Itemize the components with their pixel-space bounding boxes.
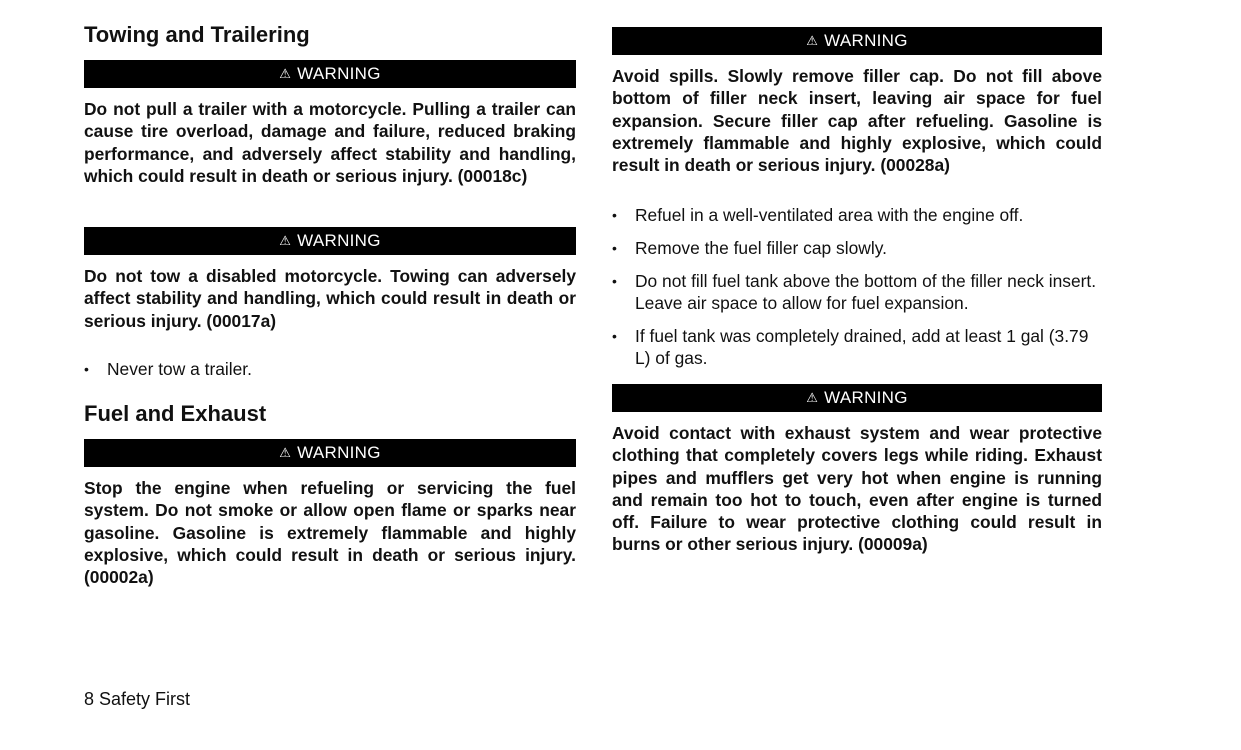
warning-label: WARNING — [824, 388, 908, 407]
list-item: • Do not fill fuel tank above the bottom of the filler neck insert. Leave air space to allow for fuel expansion. — [612, 271, 1097, 313]
section-title-fuel: Fuel and Exhaust — [84, 401, 267, 426]
warning-banner — [612, 384, 1102, 412]
warning-text: Avoid contact with exhaust system and wear protective clothing that completely covers legs while riding. Exhaust pipes and mufflers get very hot when engine is running and remain too hot to touch, even after engine is turned off. Failure to wear protective clothing could result in burns or other serious injury. (00009a) — [612, 423, 1102, 555]
warning-triangle-icon: ⚠ — [806, 390, 819, 405]
warning-text: Stop the engine when refueling or servicing the fuel system. Do not smoke or allow open flame or sparks near gasoline. Gasoline is extremely flammable and highly explosive, which could result in death or serious injury. (00002a) — [84, 478, 576, 588]
warning-label: WARNING — [297, 443, 381, 462]
warning-banner — [84, 439, 576, 467]
list-item: • Never tow a trailer. — [84, 359, 252, 379]
section-title-towing: Towing and Trailering — [84, 22, 310, 47]
warning-triangle-icon: ⚠ — [806, 33, 819, 48]
towing-bullet-list — [84, 358, 576, 391]
warning-text: Do not tow a disabled motorcycle. Towing can adversely affect stability and handling, which could result in death or serious injury. (00017a) — [84, 266, 576, 331]
bullet-icon: • — [612, 273, 617, 289]
bullet-icon: • — [84, 361, 89, 377]
list-item: • Refuel in a well-ventilated area with the engine off. — [612, 205, 1024, 225]
warning-banner — [84, 227, 576, 255]
list-item: • If fuel tank was completely drained, add at least 1 gal (3.79 L) of gas. — [612, 326, 1089, 368]
fuel-bullet-list — [612, 204, 1102, 380]
list-item: • Remove the fuel filler cap slowly. — [612, 238, 887, 258]
warning-label: WARNING — [297, 231, 381, 250]
warning-triangle-icon: ⚠ — [279, 66, 292, 81]
bullet-icon: • — [612, 328, 617, 344]
warning-label: WARNING — [297, 64, 381, 83]
warning-text: Avoid spills. Slowly remove filler cap. Do not fill above bottom of filler neck insert, leaving air space for fuel expansion. Secure filler cap after refueling. Gasoline is extremely flammable and highly explosive, which could result in death or serious injury. (00028a) — [612, 66, 1102, 176]
warning-banner — [612, 27, 1102, 55]
warning-banner — [84, 60, 576, 88]
warning-label: WARNING — [824, 31, 908, 50]
page-footer: 8 Safety First — [84, 689, 191, 709]
warning-triangle-icon: ⚠ — [279, 233, 292, 248]
bullet-icon: • — [612, 240, 617, 256]
warning-text: Do not pull a trailer with a motorcycle. Pulling a trailer can cause tire overload, damage and failure, reduced braking performance, and adversely affect stability and handling, which could result in death or serious injury. (00018c) — [84, 99, 576, 186]
warning-triangle-icon: ⚠ — [279, 445, 292, 460]
bullet-icon: • — [612, 207, 617, 223]
